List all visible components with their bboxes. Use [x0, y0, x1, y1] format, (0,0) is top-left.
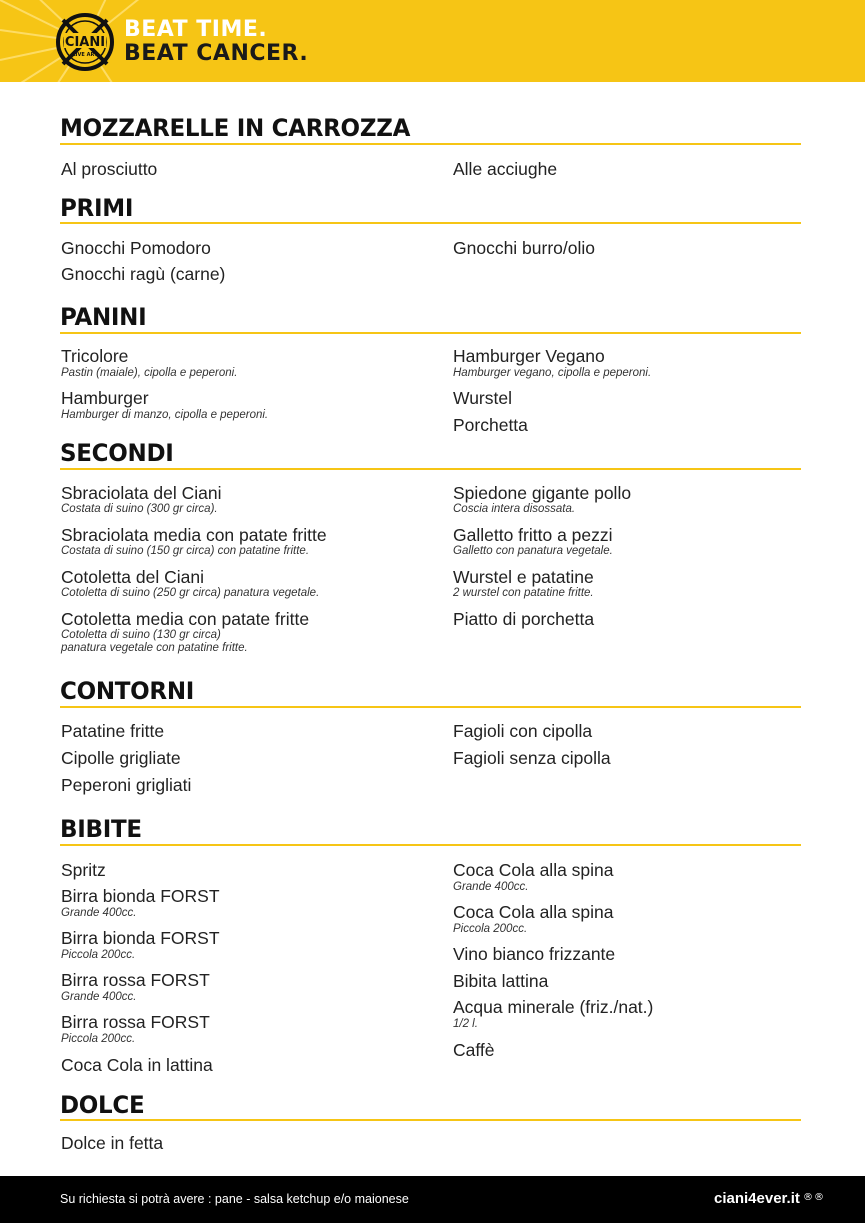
- menu-item: Sbraciolata del Ciani: [61, 483, 222, 503]
- slogan: [124, 18, 308, 66]
- menu-item: Cotoletta del Ciani: [61, 567, 204, 587]
- section-divider: [60, 844, 801, 846]
- menu-item: Wurstel e patatine: [453, 567, 594, 587]
- website-link[interactable]: ciani4ever.it: [714, 1190, 800, 1207]
- logo-text: CIANI: [64, 35, 106, 50]
- menu-item: Cotoletta media con patate fritte: [61, 609, 310, 629]
- menu-item: Birra rossa FORST: [61, 970, 210, 990]
- footer-bar: [0, 1176, 865, 1223]
- menu-item-description: Piccola 200cc.: [61, 1033, 136, 1045]
- menu-item: Tricolore: [61, 346, 129, 366]
- social-icons: ®®: [803, 1192, 825, 1203]
- menu-item: Gnocchi burro/olio: [453, 238, 596, 258]
- menu-item: Vino bianco frizzante: [453, 944, 616, 964]
- header-banner: [0, 0, 865, 82]
- section-divider: [60, 222, 801, 224]
- menu-item-description: Cotoletta di suino (250 gr circa) panatura vegetale.: [61, 587, 320, 599]
- menu-item: Dolce in fetta: [61, 1133, 164, 1153]
- section-divider: [60, 143, 801, 145]
- menu-item: Porchetta: [453, 415, 528, 435]
- menu-item-description: Galletto con panatura vegetale.: [453, 545, 613, 557]
- section-divider: [60, 1119, 801, 1121]
- menu-item: Al prosciutto: [61, 159, 158, 179]
- menu-item: Bibita lattina: [453, 971, 549, 991]
- menu-item: Hamburger Vegano: [453, 346, 605, 366]
- menu-item: Cipolle grigliate: [61, 748, 181, 768]
- menu-item-description: Hamburger di manzo, cipolla e peperoni.: [61, 409, 269, 421]
- menu-item-description: Coscia intera disossata.: [453, 503, 576, 515]
- slogan-line-2: BEAT CANCER.: [124, 41, 309, 66]
- menu-item-description: Grande 400cc.: [453, 881, 529, 893]
- menu-item-description: Grande 400cc.: [61, 991, 137, 1003]
- menu-item: Birra bionda FORST: [61, 928, 220, 948]
- section-title-primi: PRIMI: [60, 195, 134, 223]
- menu-item: Hamburger: [61, 388, 149, 408]
- menu-item: Birra bionda FORST: [61, 886, 220, 906]
- menu-item: Caffè: [453, 1040, 495, 1060]
- section-divider: [60, 468, 801, 470]
- menu-item: Piatto di porchetta: [453, 609, 595, 629]
- menu-item: Sbraciolata media con patate fritte: [61, 525, 327, 545]
- menu-item: Gnocchi ragù (carne): [61, 264, 226, 284]
- menu-item: Alle acciughe: [453, 159, 558, 179]
- menu-item: Patatine fritte: [61, 721, 165, 741]
- slogan-line-1: BEAT TIME.: [124, 17, 268, 42]
- menu-item-description: panatura vegetale con patatine fritte.: [61, 642, 248, 654]
- menu-item-description: Cotoletta di suino (130 gr circa): [61, 629, 221, 641]
- menu-item-description: Grande 400cc.: [61, 907, 137, 919]
- ciani-logo: [55, 12, 115, 72]
- section-divider: [60, 332, 801, 334]
- menu-item: Birra rossa FORST: [61, 1012, 210, 1032]
- menu-item: Spritz: [61, 860, 106, 880]
- menu-item: Coca Cola alla spina: [453, 902, 614, 922]
- section-title-panini: PANINI: [60, 304, 147, 332]
- menu-item: Peperoni grigliati: [61, 775, 192, 795]
- menu-item-description: Hamburger vegano, cipolla e peperoni.: [453, 367, 652, 379]
- menu-item-description: Costata di suino (150 gr circa) con patatine fritte.: [61, 545, 310, 557]
- menu-item-description: 1/2 l.: [453, 1018, 478, 1030]
- menu-item: Gnocchi Pomodoro: [61, 238, 211, 258]
- section-title-contorni: CONTORNI: [60, 678, 195, 706]
- menu-item: Spiedone gigante pollo: [453, 483, 632, 503]
- section-title-bibite: BIBITE: [60, 816, 142, 844]
- logo-subtext: LIVE ART: [72, 52, 98, 58]
- menu-item: Wurstel: [453, 388, 512, 408]
- menu-item: Galletto fritto a pezzi: [453, 525, 613, 545]
- menu-item: Coca Cola alla spina: [453, 860, 614, 880]
- section-title-mozzarelle: MOZZARELLE IN CARROZZA: [60, 115, 411, 143]
- menu-item-description: Piccola 200cc.: [61, 949, 136, 961]
- menu-item-description: Piccola 200cc.: [453, 923, 528, 935]
- menu-item-description: Costata di suino (300 gr circa).: [61, 503, 218, 515]
- section-title-secondi: SECONDI: [60, 440, 174, 468]
- menu-item-description: 2 wurstel con patatine fritte.: [453, 587, 594, 599]
- section-title-dolce: DOLCE: [60, 1092, 145, 1120]
- menu-item: Fagioli senza cipolla: [453, 748, 611, 768]
- menu-item: Coca Cola in lattina: [61, 1055, 213, 1075]
- section-divider: [60, 706, 801, 708]
- menu-item: Fagioli con cipolla: [453, 721, 593, 741]
- menu-item-description: Pastin (maiale), cipolla e peperoni.: [61, 367, 238, 379]
- menu-item: Acqua minerale (friz./nat.): [453, 997, 654, 1017]
- footer-note: Su richiesta si potrà avere : pane - salsa ketchup e/o maionese: [60, 1192, 409, 1206]
